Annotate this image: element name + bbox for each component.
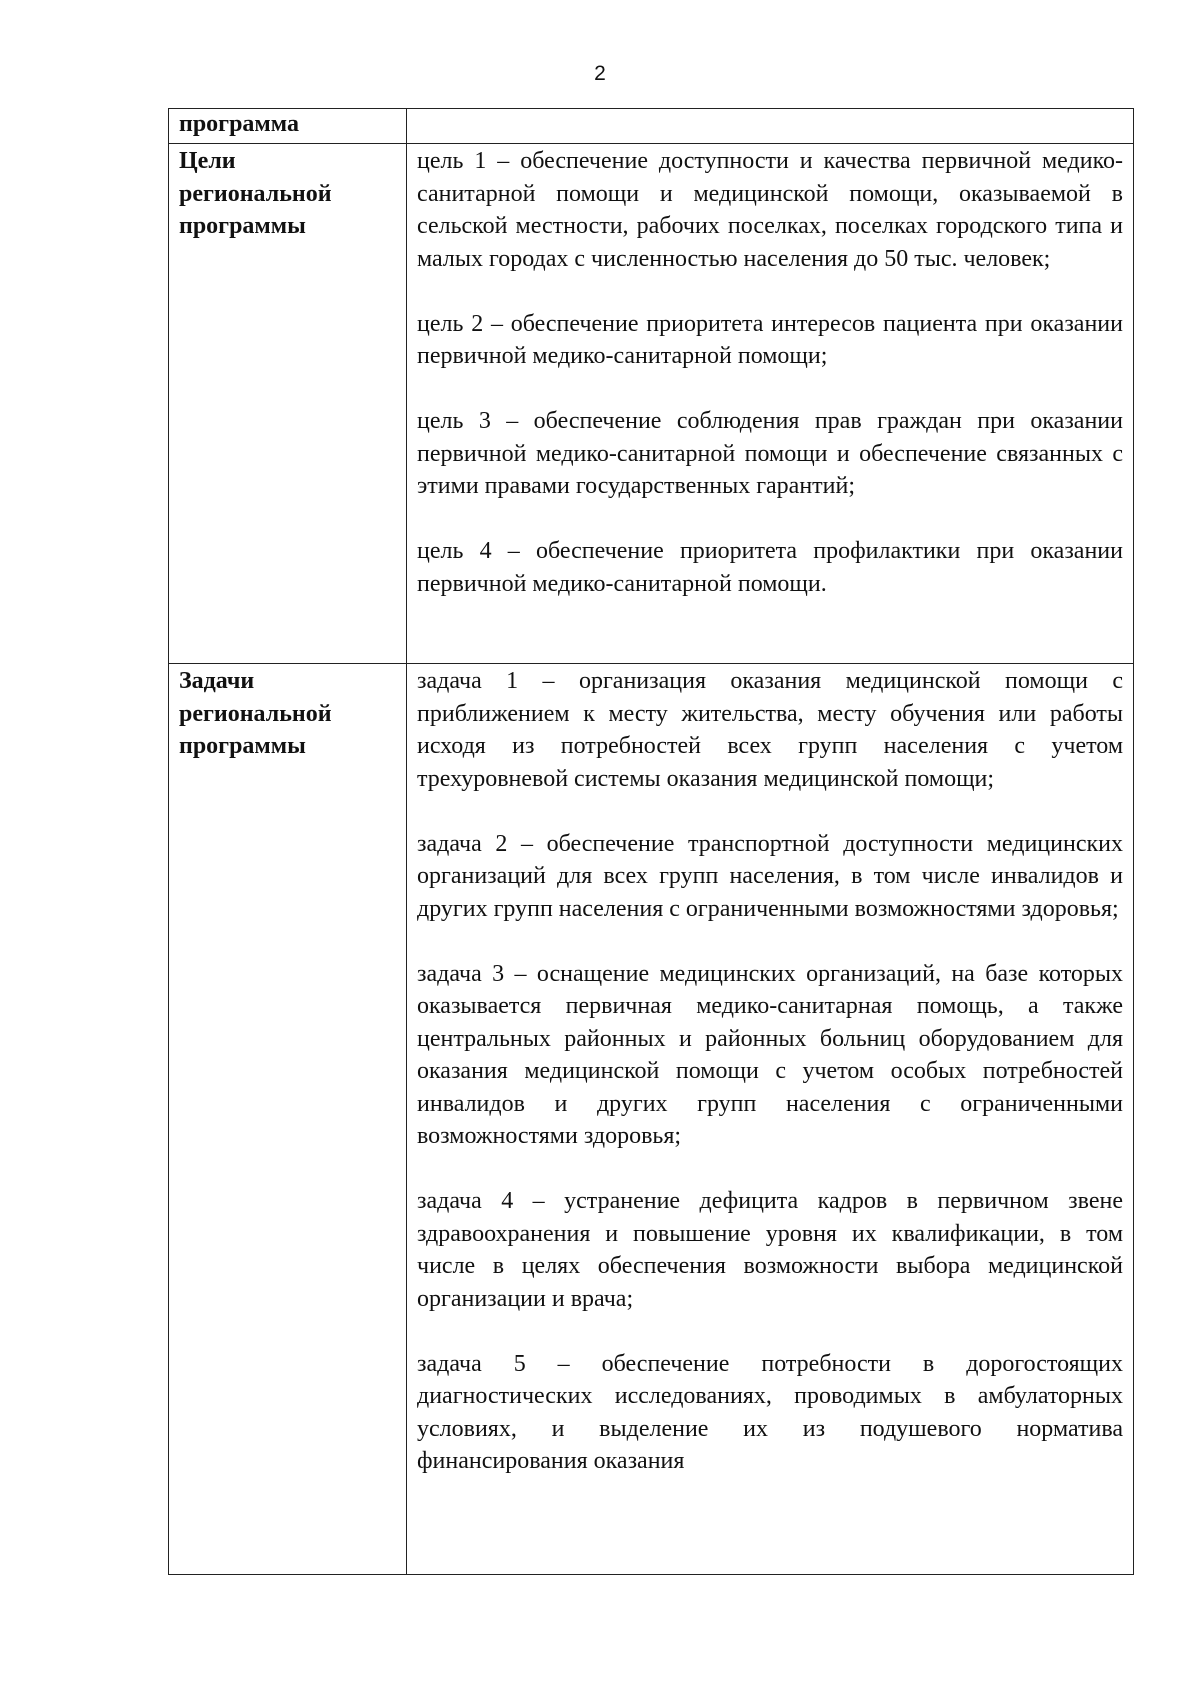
goal-item-3: цель 3 – обеспечение соблюдения прав граждан при оказании первичной медико-санитарной помощи и обеспечение связанных с этими правами государственных гарантий;	[417, 408, 1123, 499]
task-item-4: задача 4 – устранение дефицита кадров в первичном звене здравоохранения и повышение уровня их квалификации, в том числе в целях обеспечения возможности выбора медицинской организации и врача;	[417, 1188, 1123, 1312]
goal-item-1: цель 1 – обеспечение доступности и качества первичной медико-санитарной помощи и медицинской помощи, оказываемой в сельской местности, рабочих поселках, поселках городского типа и малых городах с численностью населения до 50 тыс. человек;	[417, 148, 1123, 272]
task-item-2: задача 2 – обеспечение транспортной доступности медицинских организаций для всех групп населения, в том числе инвалидов и других групп населения с ограниченными возможностями здоровья;	[417, 830, 1123, 922]
table-row-goals	[169, 144, 1134, 664]
row-label-goals	[169, 144, 407, 664]
goals-label-text: Цели региональной программы	[179, 148, 332, 239]
table-row-program	[169, 109, 1134, 144]
page-number: 2	[594, 62, 606, 85]
goals-list	[407, 144, 1134, 664]
goal-item-2: цель 2 – обеспечение приоритета интересов пациента при оказании первичной медико-санитарной помощи;	[417, 310, 1123, 369]
row-label-tasks	[169, 664, 407, 1575]
row-label-program: программа	[169, 109, 407, 144]
table-row-tasks	[169, 664, 1134, 1575]
goal-item-4: цель 4 – обеспечение приоритета профилактики при оказании первичной медико-санитарной помощи.	[417, 538, 1123, 597]
task-item-1: задача 1 – организация оказания медицинской помощи с приближением к месту жительства, месту обучения или работы исходя из потребностей всех групп населения с учетом трехуровневой системы оказания медицинской помощи;	[417, 668, 1123, 792]
program-passport-table	[168, 108, 1134, 1575]
task-item-3: задача 3 – оснащение медицинских организаций, на базе которых оказывается первичная медико-санитарная помощь, а также центральных районных и районных больниц оборудованием для оказания медицинской помощи с учетом особых потребностей инвалидов и других групп населения с ограниченными возможностями здоровья;	[417, 960, 1123, 1149]
row-value-program	[407, 109, 1134, 144]
task-item-5: задача 5 – обеспечение потребности в дорогостоящих диагностических исследованиях, проводимых в амбулаторных условиях, и выделение их из подушевого норматива финансирования оказания	[417, 1350, 1123, 1474]
tasks-list	[407, 664, 1134, 1575]
tasks-label-text: Задачи региональной программы	[179, 668, 332, 759]
